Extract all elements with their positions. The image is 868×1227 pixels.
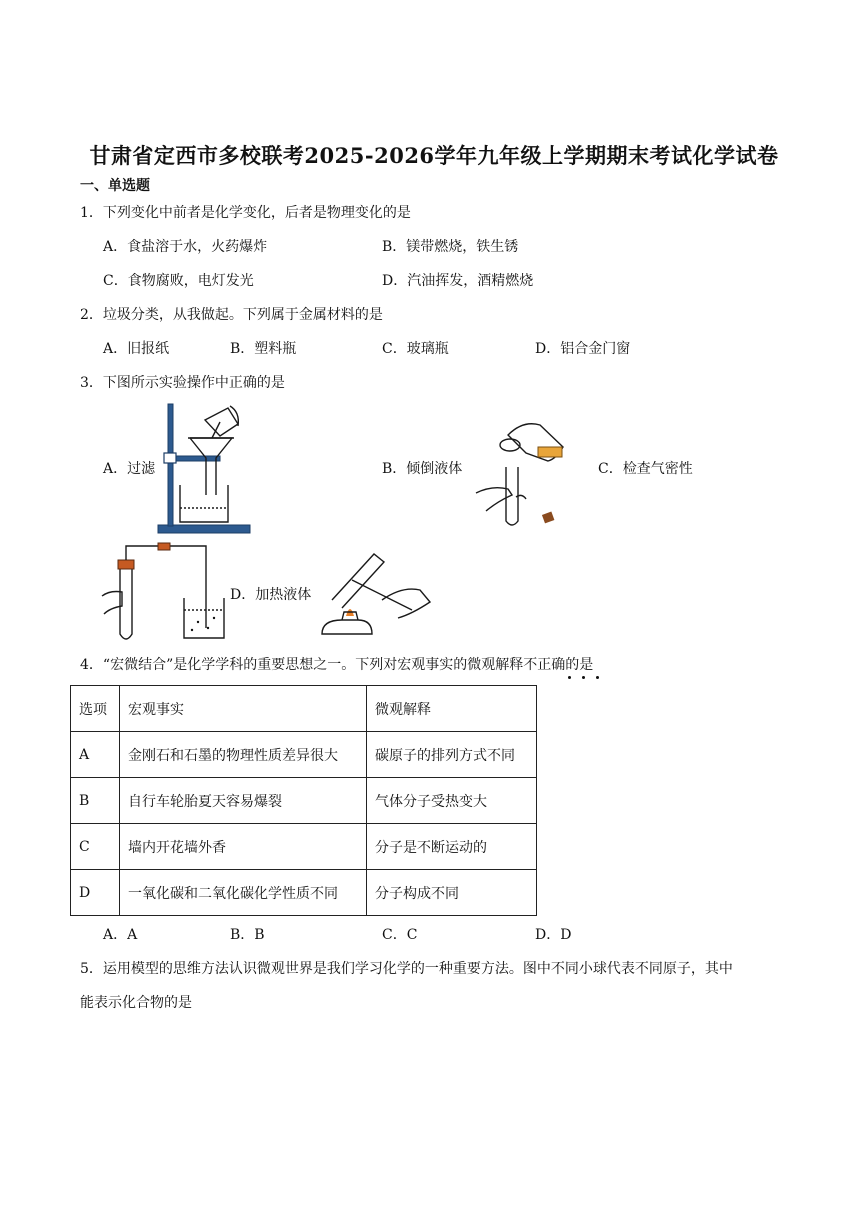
table-cell: 分子是不断运动的 (367, 824, 537, 870)
emphasis-char: 确 (551, 657, 566, 673)
emphasis-dot (568, 676, 571, 679)
q1-option-a[interactable]: A．食盐溶于水，火药爆炸 (103, 239, 268, 255)
table-header: 微观解释 (367, 686, 537, 732)
q4-option-c[interactable]: C．C (382, 927, 418, 943)
q2-option-c[interactable]: C．玻璃瓶 (382, 341, 449, 357)
table-cell: A (71, 732, 120, 778)
table-row (71, 824, 537, 870)
q5-stem-line2: 能表示化合物的是 (80, 995, 192, 1011)
q3-option-b[interactable]: B．倾倒液体 (382, 461, 463, 477)
table-header: 宏观事实 (120, 686, 367, 732)
table-row (71, 870, 537, 916)
q4-table (70, 685, 537, 916)
emphasis-char: 不 (523, 657, 538, 673)
emphasis-char: 正 (537, 657, 552, 673)
q1-option-b[interactable]: B．镁带燃烧，铁生锈 (382, 239, 519, 255)
q4-stem (80, 656, 593, 674)
table-cell: 气体分子受热变大 (367, 778, 537, 824)
q3-option-a[interactable]: A．过滤 (103, 461, 156, 477)
q2-option-d[interactable]: D．铝合金门窗 (535, 341, 631, 357)
table-row (71, 732, 537, 778)
section-heading: 一、单选题 (80, 178, 150, 194)
table-cell: 一氧化碳和二氧化碳化学性质不同 (120, 870, 367, 916)
q3-option-c[interactable]: C．检查气密性 (598, 461, 693, 477)
q4-option-d[interactable]: D．D (535, 927, 572, 943)
table-cell: B (71, 778, 120, 824)
table-cell: 墙内开花墙外香 (120, 824, 367, 870)
table-header: 选项 (71, 686, 120, 732)
q4-stem-end: 的是 (565, 657, 594, 673)
table-cell: 分子构成不同 (367, 870, 537, 916)
q1-stem: 1．下列变化中前者是化学变化，后者是物理变化的是 (80, 205, 411, 221)
q2-option-b[interactable]: B．塑料瓶 (230, 341, 297, 357)
stand-rod (168, 404, 173, 526)
filtration-figure (150, 400, 260, 535)
table-cell: D (71, 870, 120, 916)
table-cell: 碳原子的排列方式不同 (367, 732, 537, 778)
page-title: 甘肃省定西市多校联考2025-2026学年九年级上学期期末考试化学试卷 (89, 143, 779, 168)
q4-stem-text: 4．“宏微结合”是化学学科的重要思想之一。下列对宏观事实的微观解释 (80, 657, 524, 673)
q2-option-a[interactable]: A．旧报纸 (103, 341, 170, 357)
table-cell: 金刚石和石墨的物理性质差异很大 (120, 732, 367, 778)
q3-stem: 3．下图所示实验操作中正确的是 (80, 375, 285, 391)
q1-option-d[interactable]: D．汽油挥发，酒精燃烧 (382, 273, 534, 289)
q1-option-c[interactable]: C．食物腐败，电灯发光 (103, 273, 254, 289)
q4-option-b[interactable]: B．B (230, 927, 265, 943)
q3-option-d[interactable]: D．加热液体 (230, 587, 312, 603)
table-cell: 自行车轮胎夏天容易爆裂 (120, 778, 367, 824)
table-row (71, 778, 537, 824)
emphasis-dot (596, 676, 599, 679)
table-header-row (71, 686, 537, 732)
pouring-figure (468, 415, 583, 530)
q5-stem-line1: 5．运用模型的思维方法认识微观世界是我们学习化学的一种重要方法。图中不同小球代表不同原子，其中 (80, 961, 733, 977)
table-cell: C (71, 824, 120, 870)
heating-liquid-figure (312, 540, 440, 646)
q2-stem: 2．垃圾分类，从我做起。下列属于金属材料的是 (80, 307, 383, 323)
ring-clamp (170, 456, 220, 461)
airtight-check-figure (98, 538, 238, 646)
emphasis-dot (582, 676, 585, 679)
q4-option-a[interactable]: A．A (103, 927, 138, 943)
